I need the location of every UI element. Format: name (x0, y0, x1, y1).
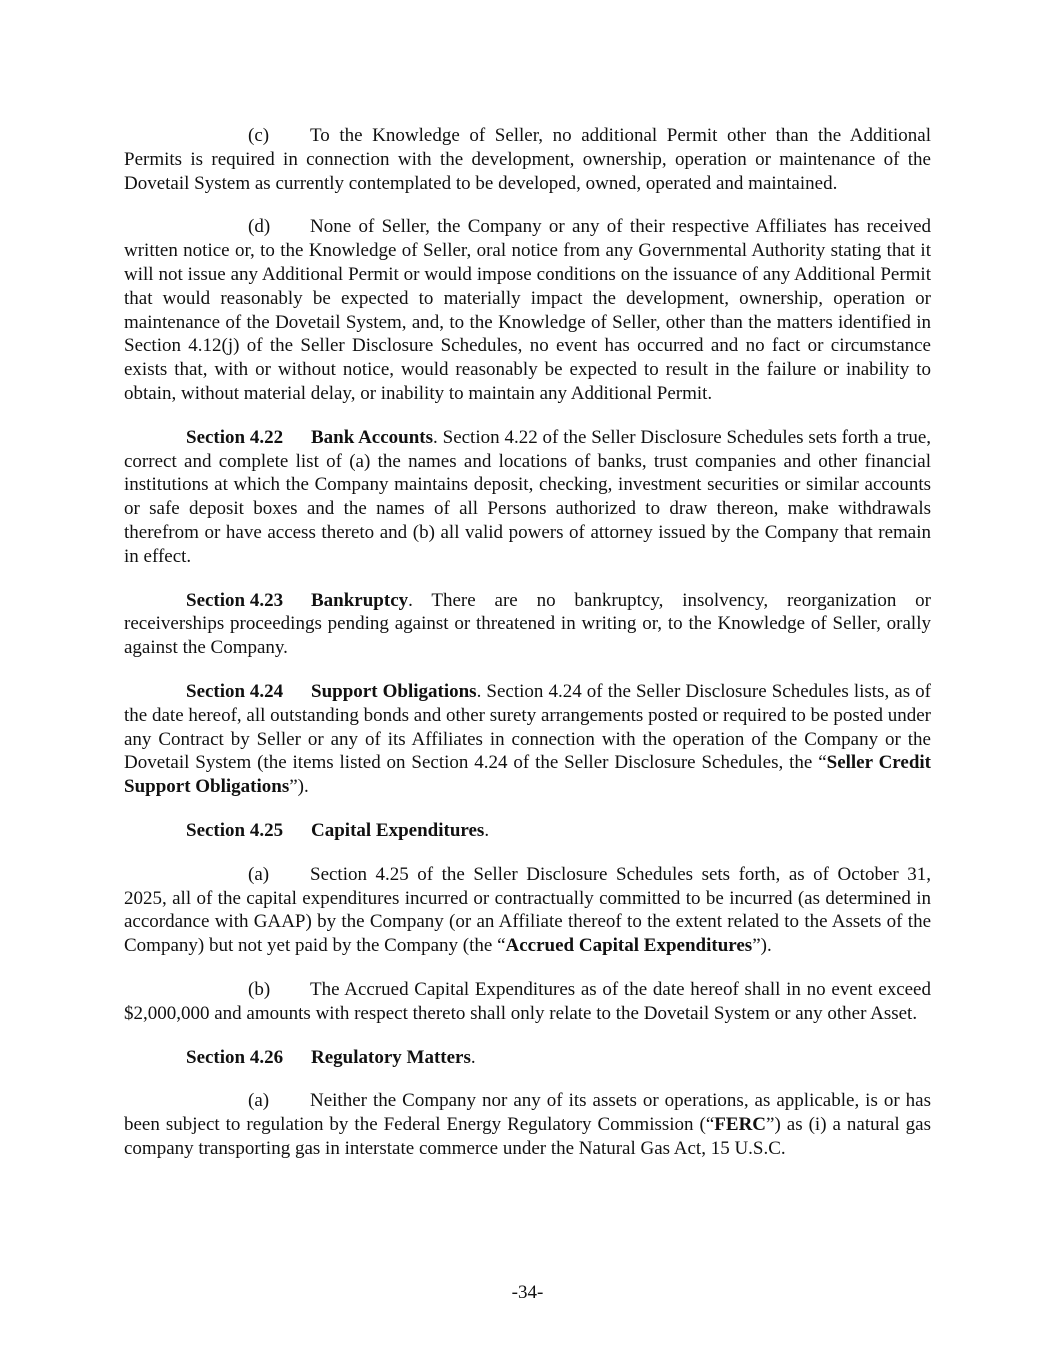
section-4-25-a (124, 863, 931, 958)
section-title: Support Obligations (311, 680, 477, 702)
paragraph-text-end: ”) as (i) a natural gas company transporting gas in interstate commerce under the Natural Gas Act, 15 U.S.C. (124, 1114, 931, 1159)
section-number: Section 4.22 (186, 426, 284, 448)
section-text: . There are no bankruptcy, insolvency, reorganization or receiverships proceedings pending against or threatened in writing or, to the Knowledge of Seller, orally against the Company. (124, 589, 931, 659)
section-number: Section 4.24 (186, 680, 284, 702)
defined-term: FERC (714, 1114, 767, 1136)
section-4-25-heading (124, 819, 931, 843)
paragraph-text: The Accrued Capital Expenditures as of the date hereof shall in no event exceed $2,000,000 and amounts with respect thereto shall only relate to the Dovetail System or any other Asset. (124, 978, 931, 1024)
section-4-24 (124, 680, 931, 799)
paragraph-text: Section 4.25 of the Seller Disclosure Schedules sets forth, as of October 31, 2025, all of the capital expenditures incurred or contractually committed to be incurred (as determined in accordance with GAAP) by the Company (or an Affiliate thereof to the extent related to the Assets of the Company) but not yet paid by the Company (the “ (124, 863, 931, 957)
document-page (124, 124, 931, 1181)
section-title: Bankruptcy (311, 589, 409, 611)
section-title: Bank Accounts (311, 426, 434, 448)
paragraph-text: To the Knowledge of Seller, no additional Permit other than the Additional Permits is required in connection with the development, ownership, operation or maintenance of the Dovetail System as currently contemplated to be developed, owned, operated and maintained. (124, 125, 931, 194)
section-text-end: ”). (289, 776, 309, 798)
section-4-25-b (124, 978, 931, 1026)
paragraph-c (124, 124, 931, 195)
paragraph-label: (b) (248, 978, 271, 1000)
paragraph-text: Neither the Company nor any of its assets or operations, as applicable, is or has been subject to regulation by the Federal Energy Regulatory Commission (“ (124, 1090, 931, 1136)
section-title-period: . (470, 1046, 476, 1068)
section-4-26-a (124, 1089, 931, 1160)
page-number: -34- (511, 1282, 544, 1303)
paragraph-label: (d) (248, 216, 271, 238)
paragraph-text: None of Seller, the Company or any of their respective Affiliates has received written notice or, to the Knowledge of Seller, oral notice from any Governmental Authority stating that it will not issue any Additional Permit or would impose conditions on the issuance of any Additional Permit that would reasonably be expected to materially impact the development, ownership, operation or maintenance of the Dovetail System, and, to the Knowledge of Seller, other than the matters identified in Section 4.12(j) of the Seller Disclosure Schedules, no event has occurred and no fact or circumstance exists that, with or without notice, would reasonably be expected to result in the failure or inability to obtain, without material delay, or inability to maintain any Additional Permit. (124, 216, 931, 404)
paragraph-d (124, 215, 931, 405)
paragraph-label: (c) (248, 125, 270, 146)
defined-term: Seller Credit Support Obligations (124, 752, 931, 798)
section-number: Section 4.26 (186, 1046, 284, 1068)
section-4-23 (124, 589, 931, 660)
section-number: Section 4.25 (186, 819, 284, 841)
section-4-22 (124, 426, 931, 569)
section-title-period: . (484, 819, 490, 841)
section-text: . Section 4.22 of the Seller Disclosure Schedules sets forth a true, correct and complete list of (a) the names and locations of banks, trust companies and other financial institutions at which the Company maintains deposit, checking, investment securities or similar accounts or safe deposit boxes and the names of all Persons authorized to draw thereon, make withdrawals therefrom or have access thereto and (b) all valid powers of attorney issued by the Company that remain in effect. (124, 426, 932, 567)
paragraph-label: (a) (248, 863, 270, 885)
section-title: Capital Expenditures (311, 819, 485, 841)
section-number: Section 4.23 (186, 589, 284, 611)
defined-term: Accrued Capital Expenditures (505, 935, 753, 957)
paragraph-text-end: ”). (752, 935, 772, 957)
section-4-26-heading (124, 1046, 931, 1070)
paragraph-label: (a) (248, 1090, 270, 1112)
section-title: Regulatory Matters (311, 1046, 471, 1068)
section-text: . Section 4.24 of the Seller Disclosure Schedules lists, as of the date hereof, all outstanding bonds and other surety arrangements posted or required to be posted under any Contract by Seller or any of its Affiliates in connection with the operation of the Company or the Dovetail System (the items listed on Section 4.24 of the Seller Disclosure Schedules, the “ (124, 680, 931, 774)
